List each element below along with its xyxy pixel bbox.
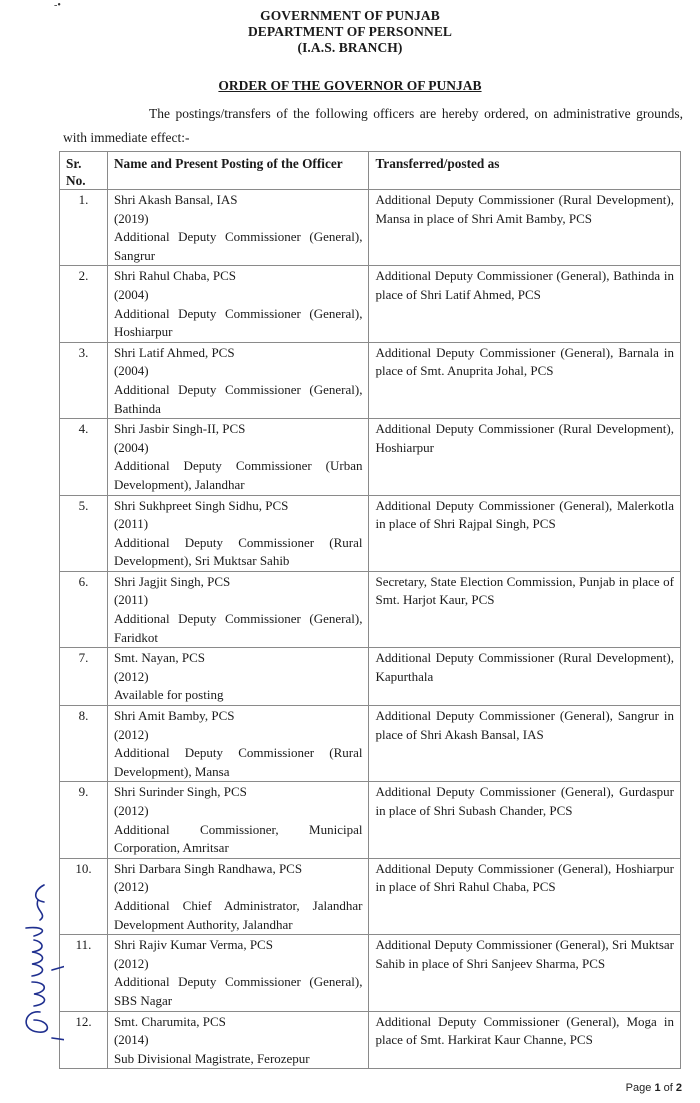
intro-paragraph — [63, 102, 683, 150]
header-branch: (I.A.S. BRANCH) — [297, 40, 403, 55]
officer-cell — [107, 419, 369, 495]
officer-name: Smt. Nayan, PCS — [113, 650, 205, 666]
transferred-posted-as: Additional Deputy Commissioner (General), Gurdaspur in place of Shri Subash Chander, PCS — [369, 782, 681, 858]
officer-batch: (2004) — [113, 363, 149, 379]
postings-table — [59, 151, 681, 1069]
sr-no: 6. — [60, 571, 108, 647]
officer-cell — [107, 571, 369, 647]
officer-name: Shri Jagjit Singh, PCS — [113, 573, 231, 589]
officer-name: Shri Amit Bamby, PCS — [113, 708, 235, 724]
officer-name: Shri Latif Ahmed, PCS — [113, 344, 235, 360]
officer-batch: (2012) — [113, 668, 149, 684]
sr-no: 8. — [60, 706, 108, 782]
officer-name: Shri Darbara Singh Randhawa, PCS — [113, 860, 303, 876]
table-row — [60, 706, 681, 782]
handwritten-signature — [4, 870, 64, 1050]
officer-present-posting: Additional Deputy Commissioner (General), SBS Nagar — [113, 974, 363, 1008]
table-row — [60, 419, 681, 495]
table-row — [60, 935, 681, 1011]
transferred-posted-as: Additional Deputy Commissioner (General), Sangrur in place of Shri Akash Bansal, IAS — [369, 706, 681, 782]
officer-name: Smt. Charumita, PCS — [113, 1013, 226, 1029]
sr-no: 2. — [60, 266, 108, 342]
officer-present-posting: Additional Chief Administrator, Jalandhar Development Authority, Jalandhar — [113, 897, 363, 932]
officer-cell — [107, 342, 369, 418]
officer-cell — [107, 648, 369, 706]
sr-no: 5. — [60, 495, 108, 571]
table-row — [60, 266, 681, 342]
officer-cell — [107, 1011, 369, 1069]
sr-no: 1. — [60, 190, 108, 266]
officer-batch: (2004) — [113, 286, 149, 302]
transferred-posted-as: Additional Deputy Commissioner (General), Bathinda in place of Shri Latif Ahmed, PCS — [369, 266, 681, 342]
officer-batch: (2011) — [113, 592, 149, 608]
sr-no: 9. — [60, 782, 108, 858]
officer-cell — [107, 782, 369, 858]
transferred-posted-as: Additional Deputy Commissioner (Rural Development), Kapurthala — [369, 648, 681, 706]
officer-present-posting: Additional Commissioner, Municipal Corporation, Amritsar — [113, 821, 363, 856]
officer-present-posting: Additional Deputy Commissioner (Rural Development), Mansa — [113, 745, 363, 779]
officer-batch: (2004) — [113, 439, 149, 455]
officer-cell — [107, 266, 369, 342]
table-row — [60, 782, 681, 858]
table-header-row — [60, 152, 681, 190]
officer-present-posting: Available for posting — [113, 687, 224, 703]
officer-present-posting: Additional Deputy Commissioner (General), Bathinda — [113, 381, 363, 416]
order-title: ORDER OF THE GOVERNOR OF PUNJAB — [218, 78, 482, 93]
table-row — [60, 190, 681, 266]
officer-batch: (2012) — [113, 726, 149, 742]
intro-text: The postings/transfers of the following officers are hereby ordered, on administrative grounds, with immediate effect:- — [63, 106, 683, 145]
table-body — [60, 190, 681, 1069]
table-row — [60, 858, 681, 934]
officer-name: Shri Surinder Singh, PCS — [113, 784, 247, 800]
officer-batch: (2019) — [113, 210, 149, 226]
officer-name: Shri Rajiv Kumar Verma, PCS — [113, 937, 273, 953]
officer-name: Shri Sukhpreet Singh Sidhu, PCS — [113, 497, 289, 513]
officer-cell — [107, 858, 369, 934]
transferred-posted-as: Additional Deputy Commissioner (Rural Development), Hoshiarpur — [369, 419, 681, 495]
officer-present-posting: Additional Deputy Commissioner (General), Hoshiarpur — [113, 305, 363, 340]
column-header-name: Name and Present Posting of the Officer — [107, 152, 369, 190]
officer-cell — [107, 935, 369, 1011]
transferred-posted-as: Secretary, State Election Commission, Punjab in place of Smt. Harjot Kaur, PCS — [369, 571, 681, 647]
officer-present-posting: Sub Divisional Magistrate, Ferozepur — [113, 1050, 310, 1066]
corner-mark: -• — [54, 0, 61, 11]
officer-cell — [107, 706, 369, 782]
table-row — [60, 342, 681, 418]
sr-no: 10. — [60, 858, 108, 934]
page-current: 1 — [654, 1082, 661, 1094]
officer-batch: (2011) — [113, 516, 149, 532]
sr-no: 12. — [60, 1011, 108, 1069]
officer-cell — [107, 190, 369, 266]
sr-no: 11. — [60, 935, 108, 1011]
header-department: DEPARTMENT OF PERSONNEL — [247, 24, 453, 39]
transferred-posted-as: Additional Deputy Commissioner (General), Barnala in place of Smt. Anuprita Johal, PCS — [369, 342, 681, 418]
officer-present-posting: Additional Deputy Commissioner (General), Sangrur — [113, 229, 363, 263]
column-header-posted: Transferred/posted as — [369, 152, 681, 190]
table-row — [60, 571, 681, 647]
page-total: 2 — [675, 1082, 682, 1094]
officer-batch: (2014) — [113, 1032, 149, 1048]
table-row — [60, 1011, 681, 1069]
transferred-posted-as: Additional Deputy Commissioner (General), Malerkotla in place of Shri Rajpal Singh, PCS — [369, 495, 681, 571]
sr-no: 7. — [60, 648, 108, 706]
officer-batch: (2012) — [113, 803, 149, 818]
header-government: GOVERNMENT OF PUNJAB — [260, 8, 440, 23]
page-number: Page 1 of 2 — [625, 1082, 682, 1094]
officer-batch: (2012) — [113, 955, 149, 971]
sr-no: 3. — [60, 342, 108, 418]
signature-stroke — [26, 885, 64, 1040]
table-row — [60, 495, 681, 571]
officer-name: Shri Akash Bansal, IAS — [113, 192, 238, 207]
document-header — [0, 8, 700, 56]
officer-cell — [107, 495, 369, 571]
column-header-sr-no: Sr. No. — [60, 152, 108, 190]
transferred-posted-as: Additional Deputy Commissioner (General), Moga in place of Smt. Harkirat Kaur Channe, PCS — [369, 1011, 681, 1069]
transferred-posted-as: Additional Deputy Commissioner (Rural Development), Mansa in place of Shri Amit Bamby, PCS — [369, 190, 681, 266]
sr-no: 4. — [60, 419, 108, 495]
officer-batch: (2012) — [113, 879, 149, 895]
officer-name: Shri Rahul Chaba, PCS — [113, 268, 237, 284]
table-row — [60, 648, 681, 706]
officer-present-posting: Additional Deputy Commissioner (General), Faridkot — [113, 611, 363, 645]
officer-present-posting: Additional Deputy Commissioner (Urban Development), Jalandhar — [113, 458, 363, 492]
officer-name: Shri Jasbir Singh-II, PCS — [113, 421, 246, 437]
transferred-posted-as: Additional Deputy Commissioner (General), Hoshiarpur in place of Shri Rahul Chaba, PCS — [369, 858, 681, 934]
officer-present-posting: Additional Deputy Commissioner (Rural Development), Sri Muktsar Sahib — [113, 534, 363, 569]
transferred-posted-as: Additional Deputy Commissioner (General), Sri Muktsar Sahib in place of Shri Sanjeev Sharma, PCS — [369, 935, 681, 1011]
